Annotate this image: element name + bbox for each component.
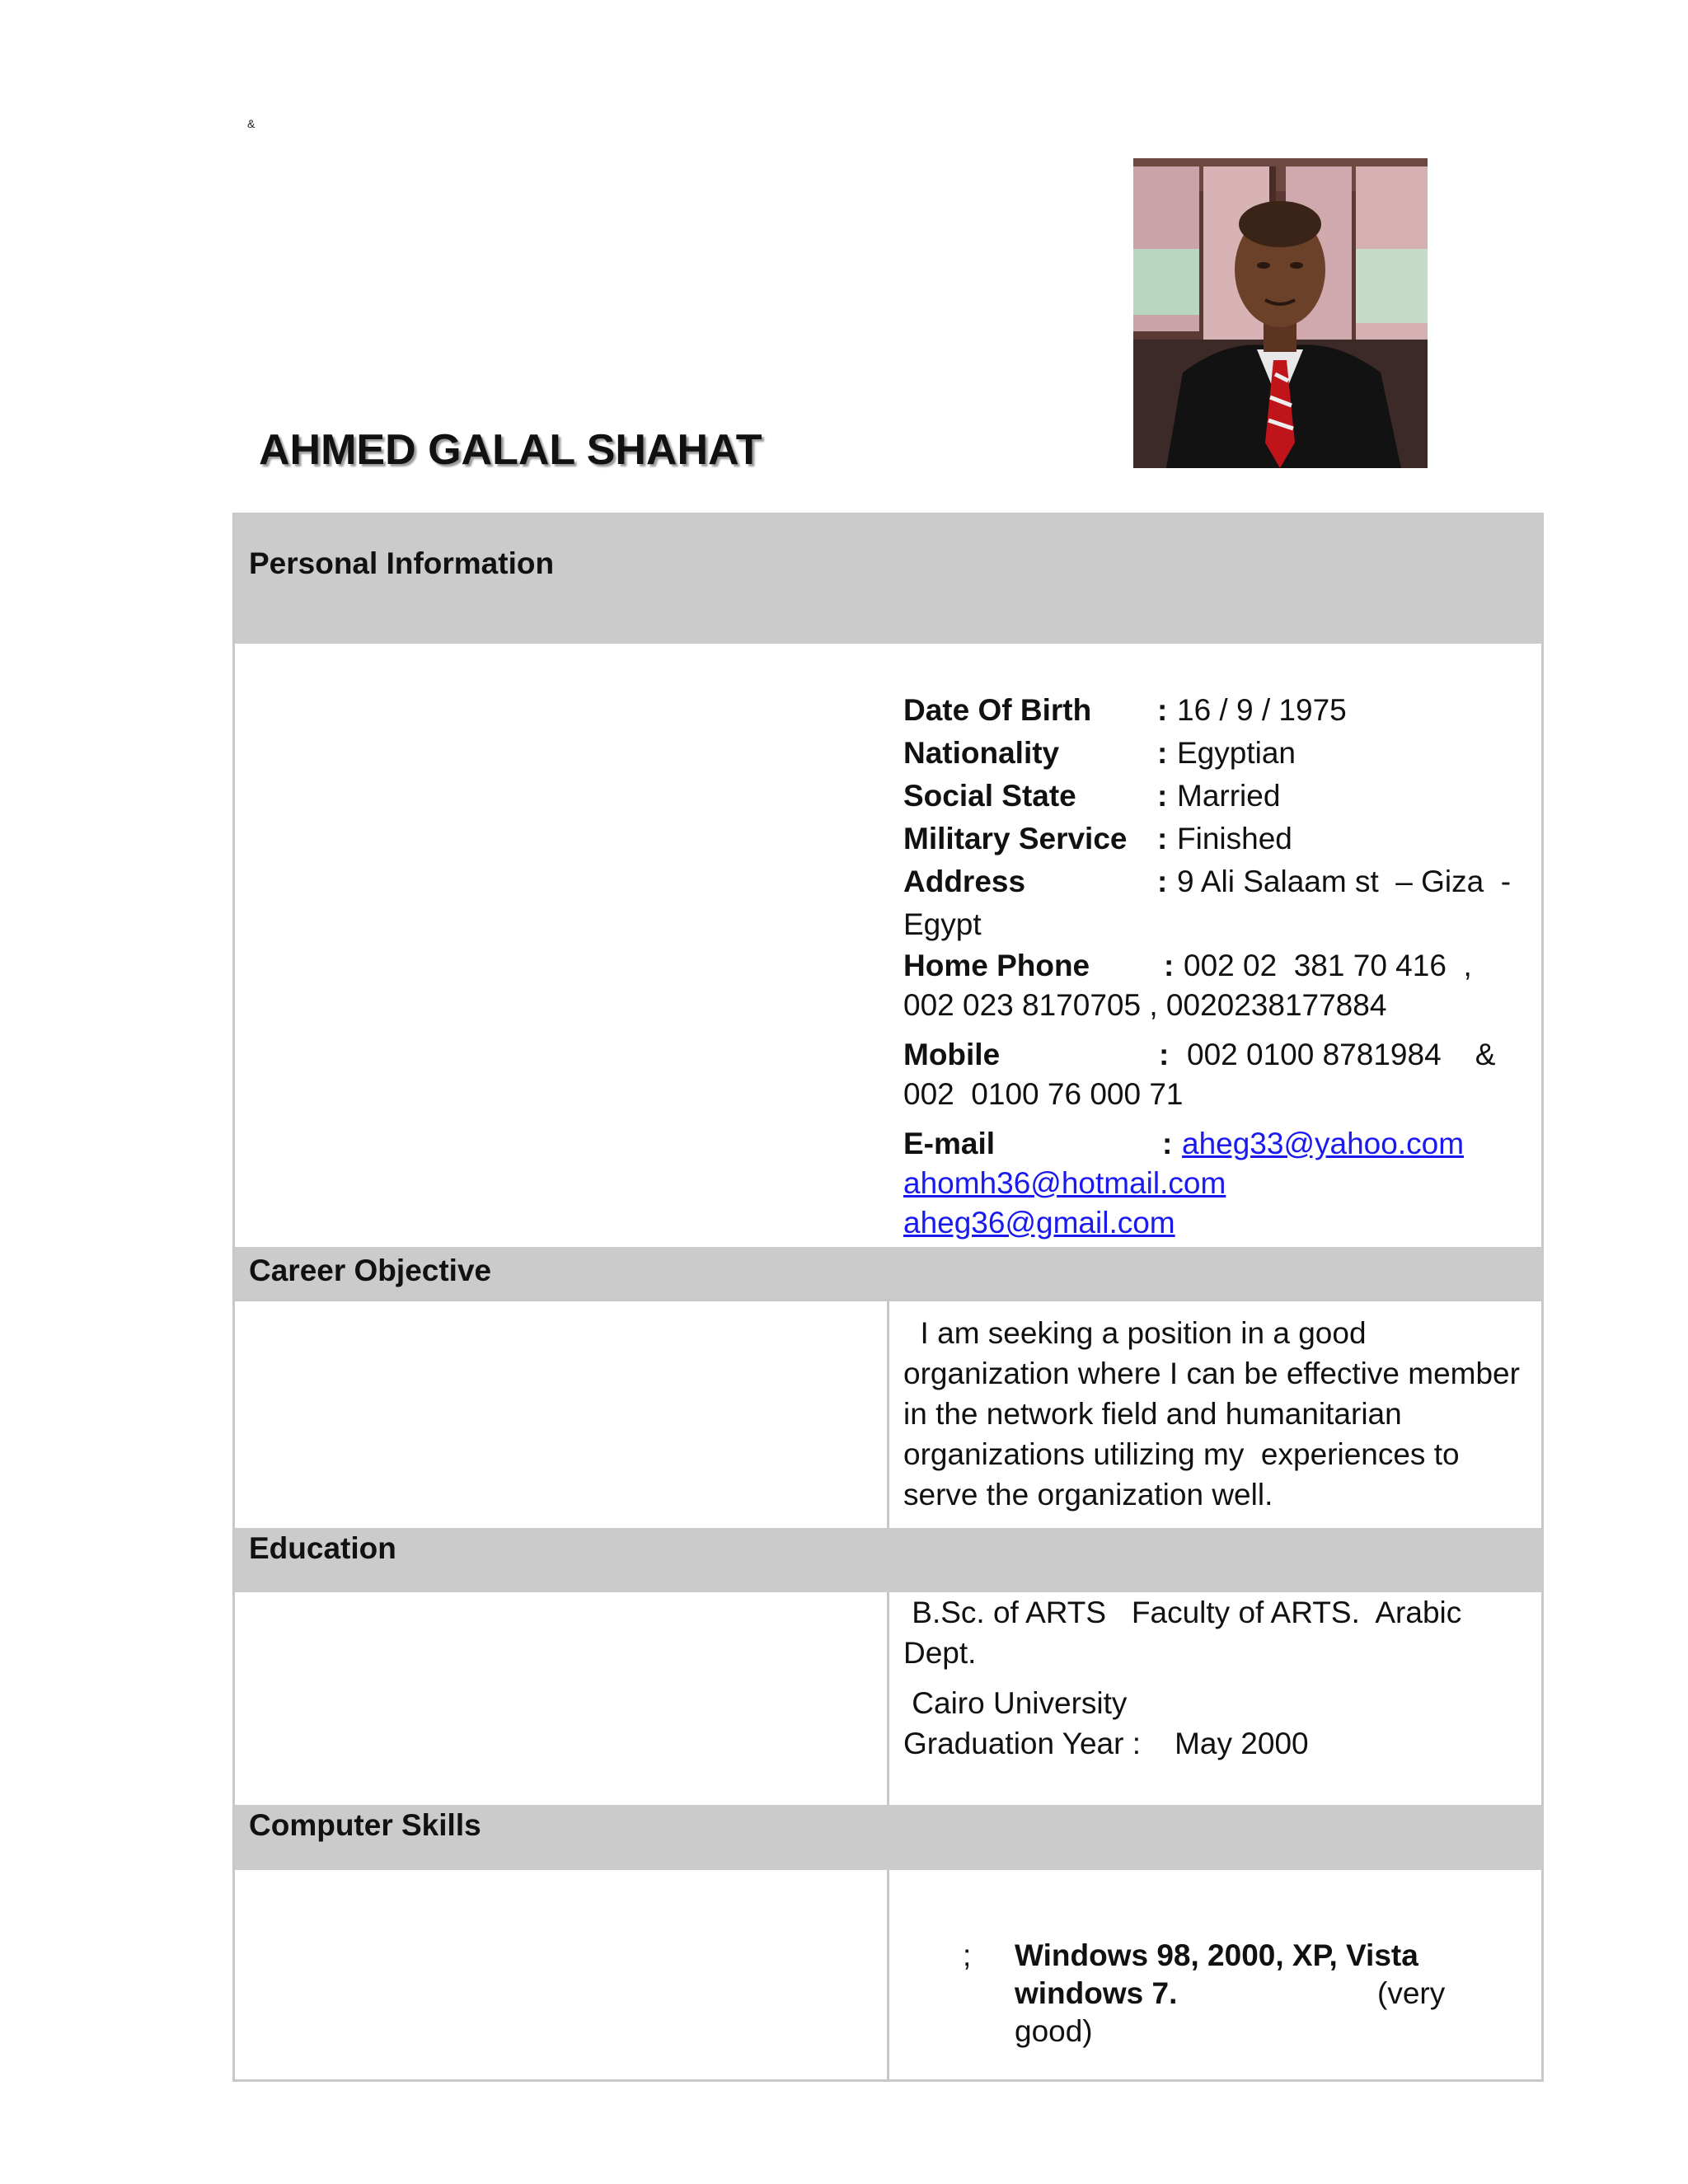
address-cont-row (903, 903, 1530, 944)
mobile-cont-row (903, 1076, 1530, 1122)
section-title-personal: Personal Information (249, 546, 555, 580)
career-line: organizations utilizing my experiences to (903, 1437, 1460, 1471)
home-phone-value: 002 02 381 70 416 , (1184, 949, 1472, 982)
home-phone-label: Home Phone (903, 949, 1090, 982)
social-value: Married (1177, 779, 1281, 813)
email-row-2 (903, 1162, 1530, 1202)
military-colon: : (1157, 822, 1168, 855)
education-degree-cont: Dept. (903, 1636, 977, 1670)
personal-info (903, 689, 1530, 1241)
education-graduation: Graduation Year : May 2000 (903, 1727, 1309, 1760)
mobile-label: Mobile (903, 1038, 1001, 1071)
home-phone-row (903, 944, 1530, 987)
column-divider (887, 1870, 889, 2079)
section-band-computer (235, 1805, 1542, 1870)
education-degree: B.Sc. of ARTS Faculty of ARTS. Arabic (903, 1596, 1462, 1629)
email-label: E-mail (903, 1127, 996, 1160)
section-title-education: Education (249, 1531, 396, 1565)
email-link-gmail[interactable]: aheg36@gmail.com (903, 1206, 1175, 1240)
mobile-value: 002 0100 8781984 & (1187, 1038, 1496, 1071)
social-label: Social State (903, 779, 1076, 813)
skill-os: windows 7. (1015, 1976, 1178, 2010)
nationality-row (903, 732, 1530, 775)
military-row (903, 818, 1530, 860)
profile-photo (1133, 158, 1428, 468)
address-row (903, 860, 1530, 903)
address-colon: : (1157, 865, 1168, 898)
skill-line (1015, 1975, 1451, 2013)
address-cont: Egypt (903, 907, 982, 941)
career-objective-text (903, 1313, 1530, 1515)
skill-level: (very (1377, 1976, 1446, 2010)
skill-line: good) (1015, 2014, 1093, 2048)
career-line: I am seeking a position in a good (903, 1316, 1367, 1350)
corner-mark: & (247, 117, 256, 130)
home-phone-colon: : (1164, 949, 1175, 982)
dob-label: Date Of Birth (903, 693, 1092, 727)
candidate-name: AHMED GALAL SHAHAT (259, 426, 762, 474)
section-band-education (235, 1528, 1542, 1592)
email-row (903, 1122, 1530, 1162)
section-title-computer: Computer Skills (249, 1808, 481, 1842)
military-value: Finished (1177, 822, 1292, 855)
career-line: serve the organization well. (903, 1478, 1273, 1511)
home-phone-cont: 002 023 8170705 , 0020238177884 (903, 988, 1387, 1022)
skill-bullet: ; (963, 1938, 972, 1972)
career-line: organization where I can be effective member (903, 1357, 1520, 1390)
education-text (903, 1592, 1530, 1764)
home-phone-cont-row (903, 987, 1530, 1033)
mobile-colon: : (1159, 1038, 1170, 1071)
dob-row (903, 689, 1530, 732)
column-divider (887, 1299, 889, 1528)
nationality-colon: : (1157, 736, 1168, 770)
column-divider (887, 1592, 889, 1805)
skill-line: Windows 98, 2000, XP, Vista (1015, 1938, 1418, 1972)
address-label: Address (903, 865, 1026, 898)
mobile-cont: 002 0100 76 000 71 (903, 1077, 1184, 1111)
social-row (903, 775, 1530, 818)
address-value: 9 Ali Salaam st – Giza - (1177, 865, 1512, 898)
mobile-row (903, 1033, 1530, 1076)
career-line: in the network field and humanitarian (903, 1397, 1402, 1431)
education-university: Cairo University (903, 1686, 1128, 1720)
nationality-value: Egyptian (1177, 736, 1296, 770)
section-band-personal (235, 515, 1542, 644)
social-colon: : (1157, 779, 1168, 813)
email-link-hotmail[interactable]: ahomh36@hotmail.com (903, 1166, 1226, 1200)
nationality-label: Nationality (903, 736, 1060, 770)
email-colon: : (1162, 1127, 1173, 1160)
section-title-career: Career Objective (249, 1254, 492, 1287)
dob-value: 16 / 9 / 1975 (1177, 693, 1347, 727)
section-band-career (235, 1247, 1542, 1299)
military-label: Military Service (903, 822, 1128, 855)
email-link-yahoo[interactable]: aheg33@yahoo.com (1182, 1127, 1465, 1160)
email-row-3 (903, 1202, 1530, 1241)
dob-colon: : (1157, 693, 1168, 727)
computer-skills (1015, 1937, 1451, 2050)
